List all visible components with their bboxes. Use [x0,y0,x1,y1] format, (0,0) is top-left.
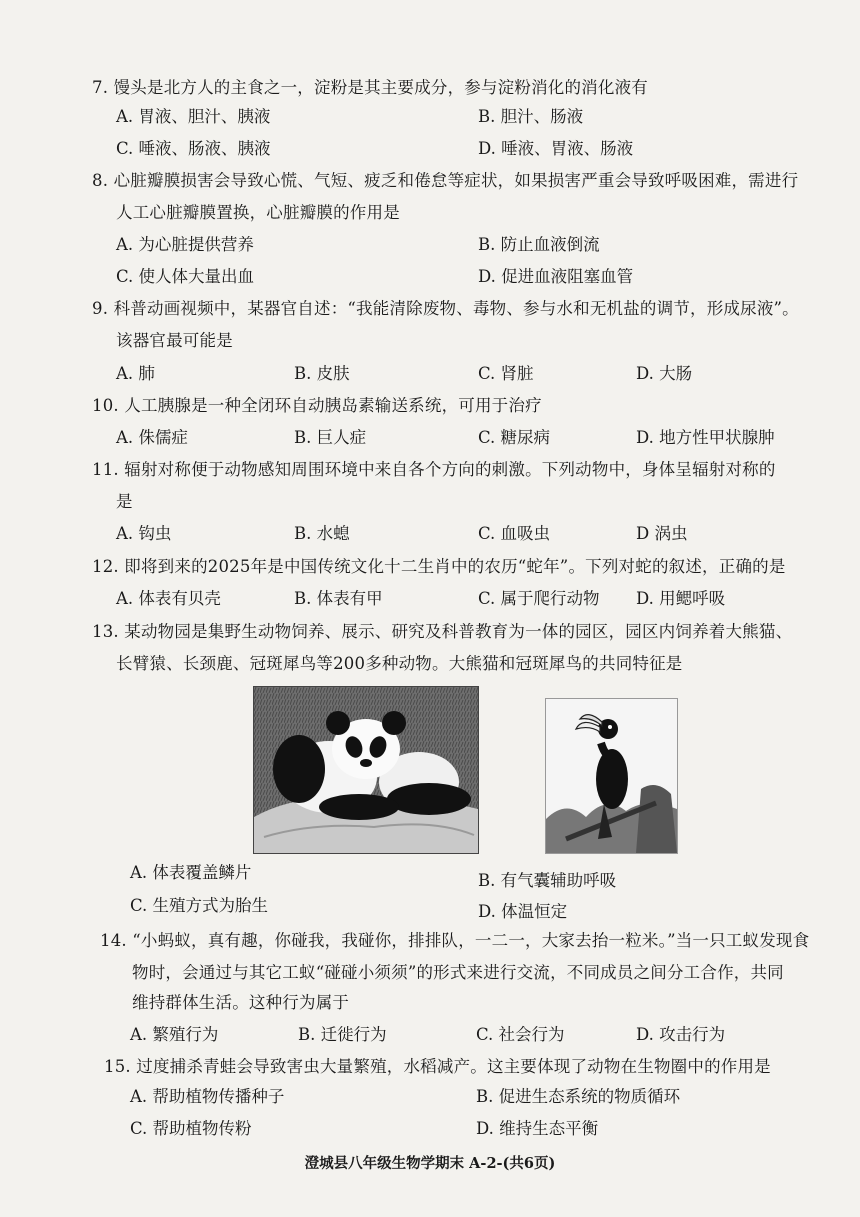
question-13-option-c: C. 生殖方式为胎生 [130,896,269,915]
question-12-option-a: A. 体表有贝壳 [116,589,221,608]
question-12-option-d: D. 用鳃呼吸 [636,589,726,608]
hornbill-image [546,699,677,853]
question-15-option-d: D. 维持生态平衡 [476,1119,599,1138]
question-13-stem-line-2: 长臂猿、长颈鹿、冠斑犀鸟等200多种动物。大熊猫和冠斑犀鸟的共同特征是 [116,654,683,673]
question-12-option-c: C. 属于爬行动物 [478,589,600,608]
question-14-option-a: A. 繁殖行为 [130,1025,219,1044]
question-14-stem-line-1: 14. “小蚂蚁，真有趣，你碰我，我碰你，排排队，一二一，大家去抬一粒米。”当一只工蚁发现食 [100,931,810,950]
question-15-option-b: B. 促进生态系统的物质循环 [476,1087,681,1106]
question-12-stem: 12. 即将到来的2025年是中国传统文化十二生肖中的农历“蛇年”。下列对蛇的叙述，正确的是 [92,557,786,576]
question-12-option-b: B. 体表有甲 [294,589,383,608]
question-8-option-c: C. 使人体大量出血 [116,267,255,286]
question-10-option-b: B. 巨人症 [294,428,367,447]
question-11-option-b: B. 水螅 [294,524,350,543]
question-14-stem-line-3: 维持群体生活。这种行为属于 [132,993,350,1012]
question-10-option-c: C. 糖尿病 [478,428,551,447]
question-8-option-d: D. 促进血液阻塞血管 [478,267,634,286]
question-10-stem: 10. 人工胰腺是一种全闭环自动胰岛素输送系统，可用于治疗 [92,396,542,415]
question-15-option-a: A. 帮助植物传播种子 [130,1087,285,1106]
question-7-option-a: A. 胃液、胆汁、胰液 [116,107,271,126]
question-9-stem-line-2: 该器官最可能是 [116,331,233,350]
question-10-option-a: A. 侏儒症 [116,428,188,447]
question-13-option-a: A. 体表覆盖鳞片 [130,863,252,882]
question-14-stem-line-2: 物时，会通过与其它工蚁“碰碰小须须”的形式来进行交流，不同成员之间分工合作，共同 [132,963,784,982]
question-14-option-d: D. 攻击行为 [636,1025,726,1044]
question-11-option-a: A. 钩虫 [116,524,172,543]
question-14-option-b: B. 迁徙行为 [298,1025,387,1044]
question-7-option-c: C. 唾液、肠液、胰液 [116,139,271,158]
question-10-option-d: D. 地方性甲状腺肿 [636,428,775,447]
giant-panda-photo [253,686,479,854]
question-11-option-c: C. 血吸虫 [478,524,551,543]
question-13-option-d: D. 体温恒定 [478,902,568,921]
question-9-option-b: B. 皮肤 [294,364,350,383]
question-8-stem-line-2: 人工心脏瓣膜置换，心脏瓣膜的作用是 [116,203,400,222]
question-8-option-a: A. 为心脏提供营养 [116,235,254,254]
question-8-option-b: B. 防止血液倒流 [478,235,600,254]
question-15-option-c: C. 帮助植物传粉 [130,1119,252,1138]
page-footer: 澄城县八年级生物学期末 A-2-(共6页) [304,1155,556,1172]
question-7-option-b: B. 胆汁、肠液 [478,107,584,126]
question-7-option-d: D. 唾液、胃液、肠液 [478,139,634,158]
question-15-stem: 15. 过度捕杀青蛙会导致害虫大量繁殖，水稻减产。这主要体现了动物在生物圈中的作用是 [104,1057,771,1076]
question-11-option-d: D 涡虫 [636,524,688,543]
question-7-stem: 7. 馒头是北方人的主食之一，淀粉是其主要成分，参与淀粉消化的消化液有 [92,78,648,97]
question-9-option-c: C. 肾脏 [478,364,534,383]
question-9-stem-line-1: 9. 科普动画视频中，某器官自述：“我能清除废物、毒物、参与水和无机盐的调节，形成尿液”。 [92,299,799,318]
question-8-stem-line-1: 8. 心脏瓣膜损害会导致心慌、气短、疲乏和倦怠等症状，如果损害严重会导致呼吸困难，需进行 [92,171,799,190]
giant-panda-image [254,687,478,853]
question-13-stem-line-1: 13. 某动物园是集野生动物饲养、展示、研究及科普教育为一体的园区，园区内饲养着大熊猫、 [92,622,793,641]
question-9-option-a: A. 肺 [116,364,155,383]
hornbill-photo [545,698,678,854]
question-14-option-c: C. 社会行为 [476,1025,565,1044]
question-11-stem-line-2: 是 [116,492,133,511]
question-9-option-d: D. 大肠 [636,364,693,383]
question-11-stem-line-1: 11. 辐射对称便于动物感知周围环境中来自各个方向的刺激。下列动物中，身体呈辐射对称的 [92,460,776,479]
question-13-option-b: B. 有气囊辅助呼吸 [478,871,617,890]
